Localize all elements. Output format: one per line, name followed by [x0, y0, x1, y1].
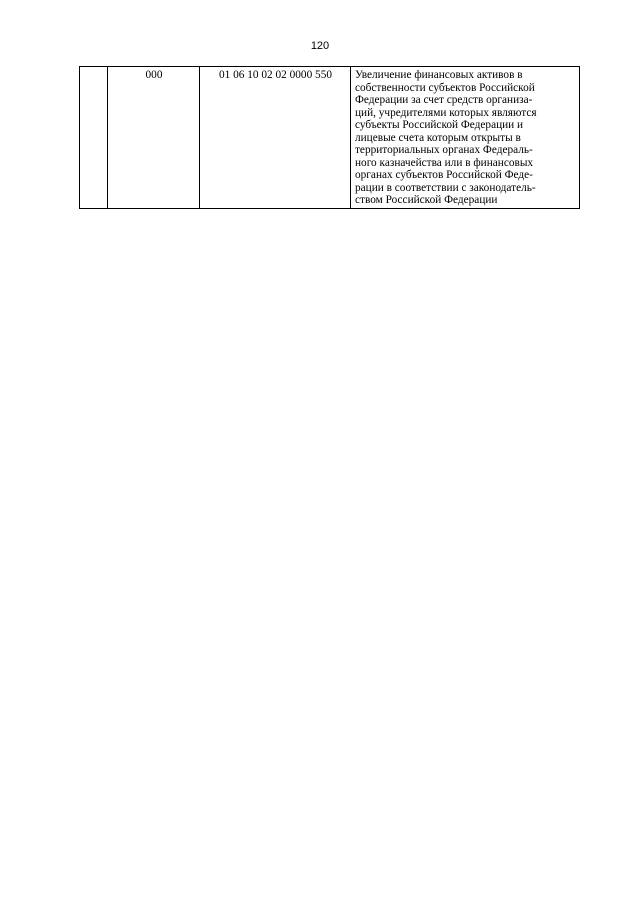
description-line: рации в соответствии с законодатель-	[355, 181, 536, 194]
description-line: Увеличение финансовых активов в	[355, 69, 523, 81]
table-cell-empty	[80, 67, 108, 209]
table-cell-admin-code: 000	[108, 67, 200, 209]
description-line: Федерации за счет средств организа-	[355, 94, 533, 106]
table-cell-description	[351, 67, 580, 209]
description-line: территориальных органах Федераль-	[355, 144, 533, 156]
description-line: ций, учредителями которых являются	[355, 106, 537, 119]
description-line: ством Российской Федерации	[355, 194, 498, 206]
description-line: ного казначейства или в финансовых	[355, 156, 534, 169]
description-line: субъекты Российской Федерации и	[355, 119, 524, 131]
description-line: лицевые счета которым открыты в	[355, 131, 521, 144]
budget-classification-table	[79, 66, 580, 209]
table-cell-budget-code: 01 06 10 02 02 0000 550	[200, 67, 351, 209]
description-line: собственности субъектов Российской	[355, 81, 535, 94]
table-row	[80, 67, 580, 209]
description-line: органах субъектов Российской Феде-	[355, 169, 533, 181]
page-number: 120	[310, 40, 330, 52]
